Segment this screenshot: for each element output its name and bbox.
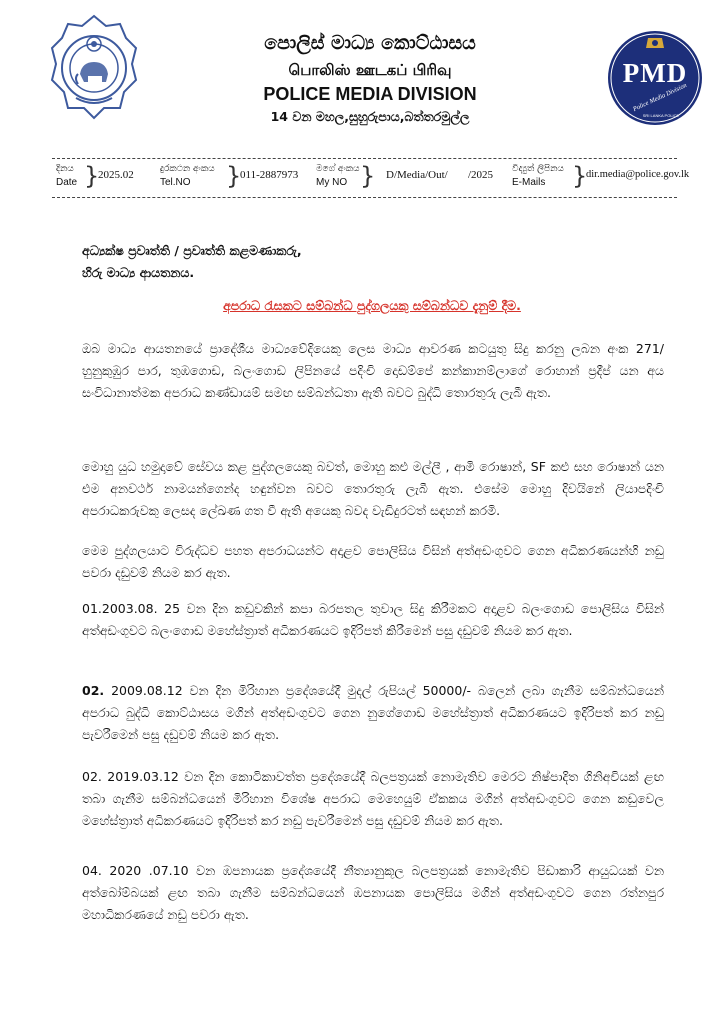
brace-icon: } — [226, 162, 242, 190]
title-sinhala: පොලිස් මාධ්‍ය කොට්ඨාසය — [264, 32, 476, 54]
paragraph-1: ඔබ මාධ්‍ය ආයතනයේ ප්‍රාදේශීය මාධ්‍යවේදියෙකු ලෙස මාධ්‍ය ආවරණ කටයුතු සිදු කරනු ලබන අංක 271/ හුනුකුඹුර පාර, තුඹගොඩ, බලංගොඩ ලිපිනයේ පදිංචි දොඩම්පේ කන්කානම්ලාගේ රොහාන් ප්‍රදීප් යන අය සංවිධානාත්මක අපරාධ කණ්ඩායම් සමඟ සම්බන්ධතා ඇති බවට බුද්ධි තොරතුරු ලැබී ඇත. — [82, 341, 664, 400]
email-label: විද්‍යුත් ලිපිනය E-Mails — [512, 164, 564, 188]
brace-icon: } — [84, 162, 100, 190]
subject-line: අපරාධ රැසකට සම්බන්ධ පුද්ගලයකු සම්බන්ධව දැනුම් දීම. — [223, 298, 521, 313]
date-label: දිනය Date — [56, 164, 78, 188]
tel-label: දුරකථන අංකය Tel.NO — [160, 164, 215, 188]
my-no-value-1: D/Media/Out/ — [386, 169, 448, 181]
email-value: dir.media@police.gov.lk — [586, 169, 690, 180]
brace-icon: } — [360, 162, 376, 190]
paragraph-5 — [82, 680, 664, 746]
police-emblem-icon — [48, 12, 140, 120]
addressee-line-2: හිරු මාධ්‍ය ආයතනය. — [82, 265, 195, 280]
office-address: 14 වන මහල,සුහුරුපාය,බත්තරමුල්ල — [270, 109, 470, 124]
my-no-value-2: /2025 — [468, 169, 494, 181]
date-value: 2025.02 — [98, 169, 134, 181]
paragraph-2: මොහු යුධ හමුදාවේ සේවය කළ පුද්ගලයෙකු බවත්, මොහු කළු මල්ලී , ආමි රොෂාන්, SF කළු සහ රොෂාන් යන එම අනවර්ථ නාමයන්ගෙන්ද හඳුන්වන බවට තොරතුරු ලැබී ඇත. එසේම මොහු දිවයිනේ ලියාපදිංචි අපරාධකරුවකු ලෙසද ලේඛණ ගත වී ඇති අයෙකු බවද වැඩිදුරටත් සඳහන් කරමි. — [82, 459, 664, 518]
pmd-logo-bottom: SRI LANKA POLICE — [642, 113, 680, 118]
addressee — [82, 240, 642, 284]
pmd-logo-subtext: Police Media Division — [632, 81, 688, 114]
title-english: POLICE MEDIA DIVISION — [263, 84, 477, 104]
addressee-line-1: අධ්‍යක්ෂ ප්‍රවෘත්ති / ප්‍රවෘත්ති කළමණාකරු, — [82, 243, 302, 258]
brace-icon: } — [572, 162, 588, 190]
paragraph-5-text: 2009.08.12 වන දින මිරිහාන ප්‍රදේශයේදී මුදල් රුපියල් 50000/- බලෙන් ලබා ගැනීම සම්බන්ධයෙන් අපරාධ බුද්ධි කොට්ඨාසය මගින් අත්අඩංගුවට ගෙන නුගේගොඩ මහේස්ත්‍රාත් අධිකරණයට ඉදිරිපත් කර නඩු පැවරීමෙන් පසු දඩුවම් නියම කර ඇත. — [82, 683, 664, 742]
pmd-logo — [606, 28, 704, 128]
my-no-label: මගේ අංකය My NO — [316, 164, 360, 188]
title-tamil: பொலிஸ் ஊடகப் பிரிவு — [288, 61, 452, 79]
pmd-logo-text: PMD — [622, 58, 688, 88]
paragraph-4: 01.2003.08. 25 වන දින කඩුවකින් කපා බරපතල තුවාල සිදු කිරීමකට අදාළව බලංගොඩ පොලිසිය විසින් අත්අඩංගුවට බලංගොඩ මහේස්ත්‍රාත් අධිකරණයට ඉදිරිපත් කිරීමෙන් පසු දඩුවම් නියම කර ඇත. — [82, 601, 664, 638]
reference-strip — [52, 158, 690, 198]
tel-value: 011-2887973 — [240, 169, 299, 181]
paragraph-5-number: 02. — [82, 683, 105, 698]
paragraph-6: 02. 2019.03.12 වන දින කොටිකාවත්ත ප්‍රදේශයේදී බලපත්‍රයක් නොමැතිව මෙරට නිෂ්පාදිත ගිනිඅවියක් ළඟ තබා ගැනීම සම්බන්ධයෙන් මිරිහාන විශේෂ අපරාධ මෙහෙයුම් ඒකකය මගින් අත්අඩංගුවට ගෙන කඩුවෙල මහේස්ත්‍රාත් අධිකරණයට ඉදිරිපත් කර නඩු පැවරීමෙන් පසු දඩුවම් නියම කර ඇත. — [82, 769, 664, 828]
paragraph-3: මෙම පුද්ගලයාට විරුද්ධව පහත අපරාධයන්ට අදාළව පොලිසිය විසින් අත්අඩංගුවට ගෙන අධිකරණයන්හි නඩු පවරා දඩුවම් නියම කර ඇත. — [82, 543, 664, 580]
letterhead — [150, 30, 590, 128]
paragraph-7: 04. 2020 .07.10 වන ඹපනායක ප්‍රදේශයේදී නීත්‍යානුකූල බලපත්‍රයක් නොමැතිව පිඩාකාරි ආයුධයක් වන අත්බෝම්බයක් ළඟ තබා ගැනීම සම්බන්ධයෙන් ඹපනායක පොලිසිය මගින් අත්අඩංගුවට ගෙන රත්නපුර මහාධිකරණයේ නඩු පවරා ඇත. — [82, 863, 664, 922]
